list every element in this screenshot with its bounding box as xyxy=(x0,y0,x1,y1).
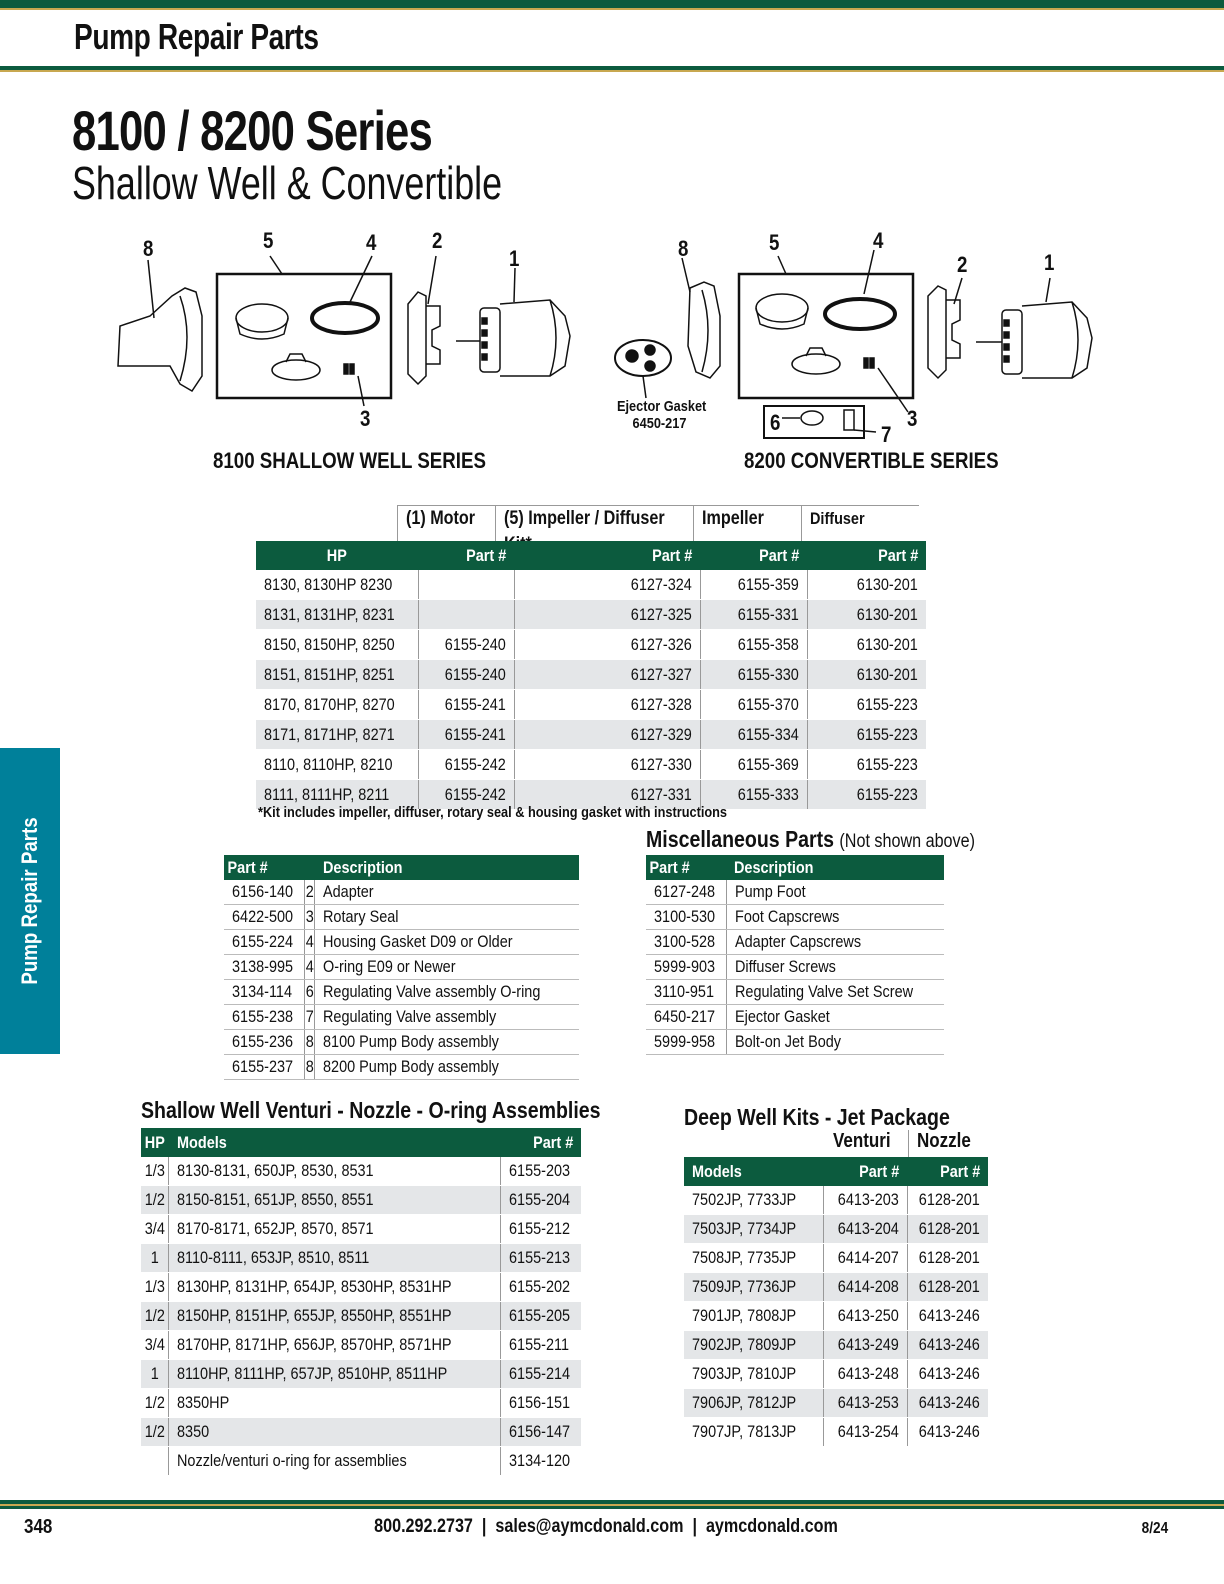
hp-cell: 1/2 xyxy=(141,1302,169,1331)
description-cell: Adapter Capscrews xyxy=(726,930,944,955)
diffuser-part-cell: 6130-201 xyxy=(807,570,926,600)
callout-number-cell: 8 xyxy=(304,1055,314,1080)
diffuser-part-cell: 6155-223 xyxy=(807,690,926,720)
hp-cell: 1 xyxy=(141,1244,169,1273)
misc-note: (Not shown above) xyxy=(839,831,975,852)
part-number-cell: 6155-224 xyxy=(224,930,304,955)
table-row xyxy=(141,1360,581,1389)
table-row xyxy=(684,1331,988,1360)
pump-body-8-shape xyxy=(118,288,202,391)
table-row xyxy=(224,905,579,930)
models-cell: 7906JP, 7812JP xyxy=(684,1389,824,1418)
part-number-cell: 6155-205 xyxy=(501,1302,581,1331)
misc-title-wrap xyxy=(646,826,975,853)
impeller-part-cell: 6155-333 xyxy=(700,780,807,810)
motor-part-cell: 6155-240 xyxy=(418,660,514,690)
models-cell: 8110-8111, 653JP, 8510, 8511 xyxy=(169,1244,501,1273)
callout-r-2: 2 xyxy=(957,252,968,277)
hp-cell: 8151, 8151HP, 8251 xyxy=(256,660,418,690)
models-cell: 8150-8151, 651JP, 8550, 8551 xyxy=(169,1186,501,1215)
kit-part-cell: 6127-325 xyxy=(515,600,701,630)
main-col-diffuser-part: Part # xyxy=(807,541,926,570)
part-number-cell: 3100-528 xyxy=(646,930,726,955)
deep-group-venturi: Venturi xyxy=(833,1130,891,1152)
hp-cell: 8131, 8131HP, 8231 xyxy=(256,600,418,630)
table-row xyxy=(224,880,579,905)
kit-part-cell: 6127-331 xyxy=(515,780,701,810)
part-number-cell: 6156-151 xyxy=(501,1389,581,1418)
misc-col-part: Part # xyxy=(646,855,726,880)
table-row xyxy=(684,1186,988,1215)
part-number-cell: 6155-237 xyxy=(224,1055,304,1080)
table-row xyxy=(646,980,944,1005)
table-row xyxy=(256,690,926,720)
table-row xyxy=(684,1244,988,1273)
table-row xyxy=(256,720,926,750)
nozzle-part-cell: 6413-246 xyxy=(908,1418,988,1447)
deep-col-models: Models xyxy=(684,1157,824,1186)
models-cell: 7901JP, 7808JP xyxy=(684,1302,824,1331)
table-row xyxy=(256,600,926,630)
callout-r-6: 6 xyxy=(770,410,781,435)
hp-cell: 8111, 8111HP, 8211 xyxy=(256,780,418,810)
table-row xyxy=(684,1360,988,1389)
table-row xyxy=(224,1005,579,1030)
table-row xyxy=(224,1055,579,1080)
table-row xyxy=(646,905,944,930)
header-bottom-gold xyxy=(0,70,1224,72)
table-row xyxy=(141,1157,581,1186)
description-cell: Foot Capscrews xyxy=(726,905,944,930)
series-title: 8100 / 8200 Series xyxy=(72,99,432,162)
table-row xyxy=(141,1331,581,1360)
callout-l-4: 4 xyxy=(366,230,377,255)
part-number-cell: 6156-140 xyxy=(224,880,304,905)
table-row xyxy=(256,570,926,600)
part-number-cell: 5999-958 xyxy=(646,1030,726,1055)
table-row xyxy=(141,1447,581,1476)
header-top-band xyxy=(0,0,1224,8)
nozzle-part-cell: 6413-246 xyxy=(908,1389,988,1418)
misc-parts-table xyxy=(646,855,944,1055)
hp-cell: 1/2 xyxy=(141,1418,169,1447)
part-number-cell: 6155-203 xyxy=(501,1157,581,1186)
table-row xyxy=(224,1030,579,1055)
part-number-cell: 6155-204 xyxy=(501,1186,581,1215)
series-subtitle: Shallow Well & Convertible xyxy=(72,157,503,209)
callout-r-8: 8 xyxy=(678,236,689,261)
venturi-part-cell: 6414-208 xyxy=(824,1273,908,1302)
nozzle-part-cell: 6128-201 xyxy=(908,1186,988,1215)
venturi-title: Shallow Well Venturi - Nozzle - O-ring Assemblies xyxy=(141,1097,601,1123)
callout-number-cell: 7 xyxy=(304,1005,314,1030)
hp-cell: 8171, 8171HP, 8271 xyxy=(256,720,418,750)
description-cell: O-ring E09 or Newer xyxy=(315,955,579,980)
footer-band-2 xyxy=(0,1506,1224,1509)
kit-footnote: *Kit includes impeller, diffuser, rotary seal & housing gasket with instructions xyxy=(258,804,728,821)
deep-group-divider xyxy=(908,1130,909,1157)
hp-cell: 1/2 xyxy=(141,1389,169,1418)
impeller-part-cell: 6155-369 xyxy=(700,750,807,780)
hp-cell xyxy=(141,1447,169,1476)
ejector-gasket-label xyxy=(617,398,707,432)
venturi-col-models: Models xyxy=(169,1128,501,1157)
models-cell: 7503JP, 7734JP xyxy=(684,1215,824,1244)
table-row xyxy=(256,630,926,660)
part-number-cell: 6156-147 xyxy=(501,1418,581,1447)
callout-number-cell: 4 xyxy=(304,930,314,955)
venturi-col-hp: HP xyxy=(141,1128,169,1157)
part-number-cell: 6127-248 xyxy=(646,880,726,905)
table-row xyxy=(684,1215,988,1244)
parts-list-col-part: Part # xyxy=(224,855,304,880)
part-number-cell: 5999-903 xyxy=(646,955,726,980)
table-row xyxy=(684,1273,988,1302)
description-cell: Rotary Seal xyxy=(315,905,579,930)
hp-cell: 1/3 xyxy=(141,1273,169,1302)
models-cell: 8350 xyxy=(169,1418,501,1447)
part-number-cell: 6155-202 xyxy=(501,1273,581,1302)
models-cell: 7902JP, 7809JP xyxy=(684,1331,824,1360)
parts-list-header xyxy=(224,855,579,880)
venturi-part-cell: 6413-249 xyxy=(824,1331,908,1360)
hp-cell: 3/4 xyxy=(141,1215,169,1244)
main-col-motor-part: Part # xyxy=(418,541,514,570)
part-number-cell: 3134-120 xyxy=(501,1447,581,1476)
kit-part-cell: 6127-324 xyxy=(515,570,701,600)
motor-part-cell: 6155-242 xyxy=(418,750,514,780)
header-gold-line xyxy=(0,8,1224,10)
impeller-part-cell: 6155-331 xyxy=(700,600,807,630)
callout-l-3: 3 xyxy=(360,406,371,431)
callout-r-5: 5 xyxy=(769,230,780,255)
nozzle-part-cell: 6413-246 xyxy=(908,1360,988,1389)
parts-list-col-desc: Description xyxy=(315,855,579,880)
models-cell: 8350HP xyxy=(169,1389,501,1418)
table-row xyxy=(256,660,926,690)
table-row xyxy=(684,1389,988,1418)
table-row xyxy=(256,750,926,780)
table-row xyxy=(141,1302,581,1331)
callout-number-cell: 3 xyxy=(304,905,314,930)
part-number-cell: 6155-238 xyxy=(224,1005,304,1030)
motor-part-cell xyxy=(418,600,514,630)
models-cell: 8170-8171, 652JP, 8570, 8571 xyxy=(169,1215,501,1244)
table-row xyxy=(141,1273,581,1302)
diffuser-part-cell: 6130-201 xyxy=(807,660,926,690)
side-tab xyxy=(0,748,60,1054)
kit-part-cell: 6127-328 xyxy=(515,690,701,720)
motor-part-cell: 6155-242 xyxy=(418,780,514,810)
side-tab-label: Pump Repair Parts xyxy=(17,817,42,985)
venturi-part-cell: 6413-253 xyxy=(824,1389,908,1418)
deep-well-table xyxy=(684,1157,988,1447)
description-cell: Diffuser Screws xyxy=(726,955,944,980)
callout-r-3: 3 xyxy=(907,406,918,431)
callout-r-7: 7 xyxy=(881,422,892,447)
description-cell: Pump Foot xyxy=(726,880,944,905)
models-cell: 7508JP, 7735JP xyxy=(684,1244,824,1273)
models-cell: 7502JP, 7733JP xyxy=(684,1186,824,1215)
parts-list-table xyxy=(224,855,579,1080)
deep-col-venturi: Part # xyxy=(824,1157,908,1186)
diffuser-part-cell: 6130-201 xyxy=(807,600,926,630)
models-cell: 7509JP, 7736JP xyxy=(684,1273,824,1302)
description-cell: Regulating Valve assembly xyxy=(315,1005,579,1030)
impeller-part-cell: 6155-334 xyxy=(700,720,807,750)
misc-col-desc: Description xyxy=(726,855,944,880)
kit-part-cell: 6127-329 xyxy=(515,720,701,750)
main-col-kit-part: Part # xyxy=(515,541,701,570)
motor-part-cell: 6155-241 xyxy=(418,690,514,720)
hp-cell: 3/4 xyxy=(141,1331,169,1360)
venturi-col-part: Part # xyxy=(501,1128,581,1157)
group-header-impeller: Impeller xyxy=(693,505,801,541)
table-row xyxy=(646,1005,944,1030)
venturi-part-cell: 6414-207 xyxy=(824,1244,908,1273)
group-header-diffuser: Diffuser xyxy=(801,505,919,541)
main-parts-table xyxy=(256,541,926,810)
description-cell: Adapter xyxy=(315,880,579,905)
table-row xyxy=(646,955,944,980)
misc-header xyxy=(646,855,944,880)
models-cell: 8130HP, 8131HP, 654JP, 8530HP, 8531HP xyxy=(169,1273,501,1302)
motor-part-cell xyxy=(418,570,514,600)
nozzle-part-cell: 6413-246 xyxy=(908,1331,988,1360)
deep-group-nozzle: Nozzle xyxy=(917,1130,971,1152)
venturi-part-cell: 6413-254 xyxy=(824,1418,908,1447)
models-cell: 7903JP, 7810JP xyxy=(684,1360,824,1389)
main-col-hp: HP xyxy=(256,541,418,570)
callout-l-5: 5 xyxy=(263,228,274,253)
footer-contact: 800.292.2737 | sales@aymcdonald.com | aymcdonald.com xyxy=(374,1516,838,1537)
models-cell: 7907JP, 7813JP xyxy=(684,1418,824,1447)
part-number-cell: 6155-236 xyxy=(224,1030,304,1055)
hp-cell: 1/3 xyxy=(141,1157,169,1186)
venturi-part-cell: 6413-203 xyxy=(824,1186,908,1215)
impeller-part-cell: 6155-358 xyxy=(700,630,807,660)
callout-r-1: 1 xyxy=(1044,250,1055,275)
part-number-cell: 3138-995 xyxy=(224,955,304,980)
part-number-cell: 6155-213 xyxy=(501,1244,581,1273)
part-number-cell: 3134-114 xyxy=(224,980,304,1005)
diagram-right-caption: 8200 CONVERTIBLE SERIES xyxy=(744,448,999,473)
kit-part-cell: 6127-330 xyxy=(515,750,701,780)
table-row xyxy=(141,1244,581,1273)
models-cell: Nozzle/venturi o-ring for assemblies xyxy=(169,1447,501,1476)
impeller-part-cell: 6155-370 xyxy=(700,690,807,720)
parts-list-col-num xyxy=(304,855,314,880)
callout-number-cell: 2 xyxy=(304,880,314,905)
venturi-table xyxy=(141,1128,581,1476)
deep-title: Deep Well Kits - Jet Package xyxy=(684,1104,950,1130)
table-row xyxy=(684,1302,988,1331)
group-header-motor: (1) Motor xyxy=(397,505,495,541)
description-cell: Regulating Valve assembly O-ring xyxy=(315,980,579,1005)
description-cell: Ejector Gasket xyxy=(726,1005,944,1030)
description-cell: Bolt-on Jet Body xyxy=(726,1030,944,1055)
part-number-cell: 6450-217 xyxy=(646,1005,726,1030)
group-header-kit: (5) Impeller / Diffuser xyxy=(495,505,693,541)
nozzle-part-cell: 6128-201 xyxy=(908,1273,988,1302)
models-cell: 8150HP, 8151HP, 655JP, 8550HP, 8551HP xyxy=(169,1302,501,1331)
table-row xyxy=(224,980,579,1005)
table-row xyxy=(224,955,579,980)
models-cell: 8130-8131, 650JP, 8530, 8531 xyxy=(169,1157,501,1186)
nozzle-part-cell: 6413-246 xyxy=(908,1302,988,1331)
callout-l-1: 1 xyxy=(509,246,520,271)
description-cell: 8200 Pump Body assembly xyxy=(315,1055,579,1080)
nozzle-part-cell: 6128-201 xyxy=(908,1244,988,1273)
table-row xyxy=(141,1389,581,1418)
table-row xyxy=(646,1030,944,1055)
description-cell: 8100 Pump Body assembly xyxy=(315,1030,579,1055)
table-row xyxy=(646,930,944,955)
part-number-cell: 6422-500 xyxy=(224,905,304,930)
motor-part-cell: 6155-240 xyxy=(418,630,514,660)
diffuser-part-cell: 6155-223 xyxy=(807,750,926,780)
diffuser-part-cell: 6130-201 xyxy=(807,630,926,660)
models-cell: 8170HP, 8171HP, 656JP, 8570HP, 8571HP xyxy=(169,1331,501,1360)
table-row xyxy=(684,1418,988,1447)
main-col-impeller-part: Part # xyxy=(700,541,807,570)
part-number-cell: 6155-211 xyxy=(501,1331,581,1360)
part-number-cell: 6155-214 xyxy=(501,1360,581,1389)
models-cell: 8110HP, 8111HP, 657JP, 8510HP, 8511HP xyxy=(169,1360,501,1389)
diffuser-part-cell: 6155-223 xyxy=(807,720,926,750)
callout-number-cell: 6 xyxy=(304,980,314,1005)
table-row xyxy=(646,880,944,905)
kit-part-cell: 6127-327 xyxy=(515,660,701,690)
venturi-part-cell: 6413-250 xyxy=(824,1302,908,1331)
hp-cell: 8130, 8130HP 8230 xyxy=(256,570,418,600)
venturi-part-cell: 6413-248 xyxy=(824,1360,908,1389)
kit-part-cell: 6127-326 xyxy=(515,630,701,660)
description-cell: Housing Gasket D09 or Older xyxy=(315,930,579,955)
diagram-left-caption: 8100 SHALLOW WELL SERIES xyxy=(213,448,486,473)
callout-number-cell: 4 xyxy=(304,955,314,980)
callout-r-4: 4 xyxy=(873,228,884,253)
callout-number-cell: 8 xyxy=(304,1030,314,1055)
hp-cell: 1 xyxy=(141,1360,169,1389)
hp-cell: 8150, 8150HP, 8250 xyxy=(256,630,418,660)
diffuser-part-cell: 6155-223 xyxy=(807,780,926,810)
footer-date: 8/24 xyxy=(1141,1520,1168,1537)
hp-cell: 1/2 xyxy=(141,1186,169,1215)
table-row xyxy=(141,1186,581,1215)
part-number-cell: 3100-530 xyxy=(646,905,726,930)
ejector-gasket-name: Ejector Gasket xyxy=(617,398,707,415)
deep-col-nozzle: Part # xyxy=(908,1157,988,1186)
callout-l-8: 8 xyxy=(143,236,154,261)
ejector-gasket-part: 6450-217 xyxy=(632,415,687,432)
hp-cell: 8170, 8170HP, 8270 xyxy=(256,690,418,720)
misc-title: Miscellaneous Parts xyxy=(646,826,834,852)
main-table-header xyxy=(256,541,926,570)
callout-l-2: 2 xyxy=(432,228,443,253)
page-header-title: Pump Repair Parts xyxy=(74,16,319,57)
motor-part-cell: 6155-241 xyxy=(418,720,514,750)
impeller-part-cell: 6155-330 xyxy=(700,660,807,690)
table-row xyxy=(141,1215,581,1244)
part-number-cell: 6155-212 xyxy=(501,1215,581,1244)
hp-cell: 8110, 8110HP, 8210 xyxy=(256,750,418,780)
venturi-header xyxy=(141,1128,581,1157)
venturi-part-cell: 6413-204 xyxy=(824,1215,908,1244)
deep-header xyxy=(684,1157,988,1186)
part-number-cell: 3110-951 xyxy=(646,980,726,1005)
table-row xyxy=(141,1418,581,1447)
nozzle-part-cell: 6128-201 xyxy=(908,1215,988,1244)
table-row xyxy=(224,930,579,955)
description-cell: Regulating Valve Set Screw xyxy=(726,980,944,1005)
page-number: 348 xyxy=(24,1516,53,1538)
impeller-part-cell: 6155-359 xyxy=(700,570,807,600)
